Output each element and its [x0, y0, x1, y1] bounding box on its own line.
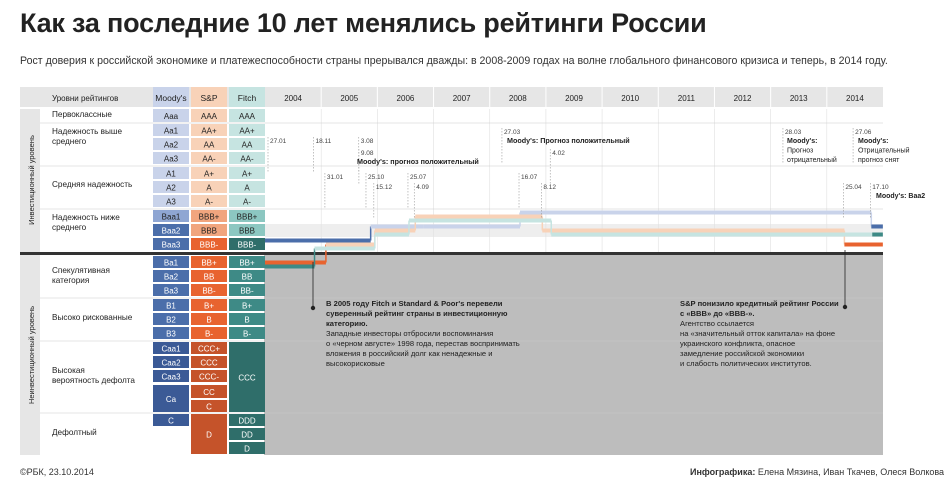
note-2005-bold-line: суверенный рейтинг страны в инвестиционную: [326, 309, 508, 318]
rating-label: A+: [241, 169, 253, 179]
credits-label: Инфографика:: [690, 467, 756, 477]
rating-label: BB-: [240, 286, 254, 296]
rating-label: DD: [241, 430, 253, 440]
category-label: категория: [52, 276, 90, 285]
rating-label: Ba2: [163, 272, 179, 282]
series-segment-s: [415, 215, 542, 219]
rating-label: C: [168, 416, 174, 426]
rating-label: DDD: [238, 416, 256, 426]
note-2005-line: высокорисковые: [326, 359, 385, 368]
date-label: 25.04: [845, 184, 862, 191]
date-label: 4.02: [552, 150, 565, 157]
rating-label: A3: [166, 197, 176, 207]
category-label: Первоклассные: [52, 110, 112, 119]
series-segment-m: [844, 211, 871, 215]
note-2014-line: на «значительный отток капитала» на фоне: [680, 329, 836, 338]
rating-label: AA: [241, 140, 253, 150]
annotation-moodys-2014-jun: Moody's:: [858, 138, 889, 145]
date-label: 17.10: [872, 184, 889, 191]
rating-label: B1: [166, 301, 176, 311]
year-label: 2009: [565, 94, 583, 103]
rating-label: Ca: [165, 395, 177, 404]
year-label: 2006: [396, 94, 415, 103]
date-label: 25.07: [409, 174, 427, 181]
date-label: 27.06: [855, 129, 872, 136]
annotation-moodys-2013: Прогноз: [787, 147, 814, 155]
investment-divider: [20, 252, 883, 255]
category-label: Надежность ниже: [52, 213, 120, 222]
date-label: 18.11: [315, 138, 332, 145]
series-segment-f: [375, 233, 409, 237]
category-label: Высокая: [52, 366, 85, 375]
rating-label: CCC+: [197, 344, 221, 354]
series-segment-f: [409, 219, 551, 223]
rating-label: Caa1: [161, 344, 181, 354]
date-label: 27.01: [269, 138, 287, 145]
rating-label: A1: [166, 169, 176, 179]
credits: [690, 467, 944, 477]
rating-label: Baa2: [161, 226, 181, 236]
note-2005-line: о «черном августе» 1998 года, перестав воспринимать: [326, 339, 520, 348]
rating-label: CCC: [238, 373, 256, 383]
header-levels-label: Уровни рейтингов: [52, 94, 119, 103]
series-segment-s: [844, 243, 882, 247]
rating-label: BBB: [238, 226, 256, 236]
header-agency-0: Moody's: [155, 93, 187, 103]
note-2005-bold-line: В 2005 году Fitch и Standard & Poor's перевели: [326, 299, 503, 308]
credits-names: Елена Мязина, Иван Ткачев, Олеся Волкова: [757, 467, 945, 477]
category-label: среднего: [52, 223, 87, 232]
rating-label: AA+: [201, 126, 217, 136]
series-segment-f: [315, 247, 375, 251]
header-agency-1: S&P: [200, 93, 218, 103]
page-title: Как за последние 10 лет менялись рейтинги России: [20, 8, 707, 38]
rating-label: B: [244, 315, 250, 325]
date-label: 9.08: [360, 150, 374, 157]
note-2014-dot: [843, 305, 847, 309]
rating-label: Aa3: [163, 154, 179, 164]
category-label: вероятность дефолта: [52, 376, 135, 385]
rating-label: C: [206, 402, 212, 412]
rating-label: B-: [205, 329, 213, 339]
annotation-moodys-2013: отрицательный: [787, 157, 837, 164]
rating-label: AA+: [239, 126, 255, 136]
rating-label: AA-: [240, 154, 254, 164]
annotation-moodys-2008: Moody's: Прогноз положительный: [507, 136, 630, 145]
series-segment-s: [542, 229, 844, 233]
series-segment-m: [265, 239, 371, 243]
section-label-0: Инвестиционный уровень: [27, 135, 36, 225]
rating-label: D: [244, 444, 250, 454]
year-label: 2010: [621, 94, 640, 103]
note-2005-dot: [311, 306, 315, 310]
series-segment-s: [326, 243, 375, 247]
rating-label: B+: [241, 301, 253, 311]
series-segment-f: [872, 233, 883, 237]
annotation-moodys-2014-jun: прогноз снят: [858, 157, 900, 164]
date-label: 8.12: [543, 184, 556, 191]
year-label: 2014: [846, 94, 864, 103]
rating-label: Aa2: [163, 140, 179, 150]
year-label: 2005: [340, 94, 359, 103]
category-label: Надежность выше: [52, 127, 122, 136]
rating-label: Baa3: [161, 240, 181, 250]
year-label: 2008: [508, 94, 527, 103]
rating-label: BB: [203, 272, 215, 282]
rating-label: BB+: [201, 258, 217, 268]
rating-label: BB-: [202, 286, 216, 296]
note-2014-line: украинского конфликта, опасное: [680, 339, 796, 348]
series-segment-s: [265, 261, 326, 265]
copyright: ©РБК, 23.10.2014: [20, 467, 94, 477]
series-segment-f: [265, 265, 315, 269]
note-2014-line: и слабость политических институтов.: [680, 359, 812, 368]
date-label: 16.07: [521, 174, 538, 181]
rating-label: BBB+: [236, 212, 258, 222]
rating-label: A: [206, 183, 212, 193]
date-label: 4.09: [416, 184, 429, 191]
series-segment-m: [520, 211, 844, 215]
date-label: 15.12: [375, 184, 393, 191]
annotation-moodys-2014-oct: Moody's: Baa2: [876, 193, 926, 200]
rating-label: BB+: [239, 258, 255, 268]
note-2005-line: Западные инвесторы отбросили воспоминания: [326, 329, 494, 338]
rating-label: A-: [243, 197, 251, 207]
rating-label: Baa1: [161, 212, 181, 222]
rating-label: CCC: [200, 358, 218, 368]
rating-label: BB: [241, 272, 253, 282]
rating-label: CC: [203, 388, 215, 397]
page-subtitle: Рост доверия к российской экономике и платежеспособности страны прерывался дважды: в 2008-2009 годах на волне глобального финансового кризиса и теперь, в 2014 году.: [20, 55, 888, 67]
category-label: Высоко рискованные: [52, 313, 133, 322]
rating-label: BBB+: [198, 212, 220, 222]
date-label: 25.10: [367, 174, 385, 181]
year-label: 2012: [733, 94, 752, 103]
date-label: 31.01: [326, 174, 344, 181]
category-label: среднего: [52, 137, 87, 146]
rating-label: AA-: [202, 154, 216, 164]
year-label: 2011: [677, 94, 695, 103]
annotation-moodys-2014-jun: Отрицательный: [858, 147, 910, 155]
rating-label: B3: [166, 329, 176, 339]
rating-label: Aaa: [163, 112, 179, 121]
rating-label: B-: [243, 329, 251, 339]
annotation-moodys-2013: Moody's:: [787, 138, 818, 145]
rating-label: AA: [203, 140, 215, 150]
series-segment-m: [871, 225, 883, 229]
rating-label: CCC-: [199, 372, 219, 382]
note-2014-line: Агентство ссылается: [680, 319, 755, 328]
rating-label: AAA: [200, 112, 218, 121]
series-segment-f: [551, 233, 872, 237]
rating-label: A: [244, 183, 250, 193]
rating-label: A2: [166, 183, 176, 193]
rating-label: A+: [203, 169, 215, 179]
date-label: 28.03: [784, 129, 802, 136]
section-label-1: Неинвестиционный уровень: [27, 305, 36, 405]
annotation-moodys-2005: Moody's: прогноз положительный: [357, 157, 479, 166]
rating-label: Aa1: [163, 126, 179, 136]
year-label: 2013: [789, 94, 808, 103]
note-2005-line: вложения в российский долг как ненадежные и: [326, 349, 493, 358]
date-label: 27.03: [503, 129, 521, 136]
rating-label: BBB-: [199, 240, 219, 250]
header-agency-2: Fitch: [237, 93, 257, 103]
note-2005-bold-line: категорию.: [326, 319, 368, 328]
category-label: Дефолтный: [52, 428, 97, 437]
rating-label: B2: [166, 315, 176, 325]
rating-label: Ba1: [163, 258, 179, 268]
year-label: 2007: [452, 94, 471, 103]
rating-label: Ba3: [163, 286, 179, 296]
rating-label: B: [206, 315, 212, 325]
note-2014-line: замедление российской экономики: [680, 349, 805, 358]
year-label: 2004: [284, 94, 302, 103]
date-label: 3.08: [360, 138, 374, 145]
note-2014-bold-line: S&P понизило кредитный рейтинг России: [680, 299, 839, 308]
rating-label: Caa2: [161, 358, 181, 368]
category-label: Средняя надежность: [52, 180, 133, 189]
rating-label: AAA: [238, 112, 256, 121]
rating-label: B+: [203, 301, 215, 311]
category-label: Спекулятивная: [52, 266, 110, 275]
note-2014-bold-line: с «BBB» до «BBB-».: [680, 309, 755, 318]
rating-label: BBB: [200, 226, 218, 236]
series-segment-m: [423, 225, 520, 229]
rating-label: D: [206, 430, 212, 440]
header-background: [20, 87, 883, 107]
rating-label: A-: [205, 197, 213, 207]
rating-label: Caa3: [161, 372, 181, 382]
rating-label: BBB-: [237, 240, 257, 250]
